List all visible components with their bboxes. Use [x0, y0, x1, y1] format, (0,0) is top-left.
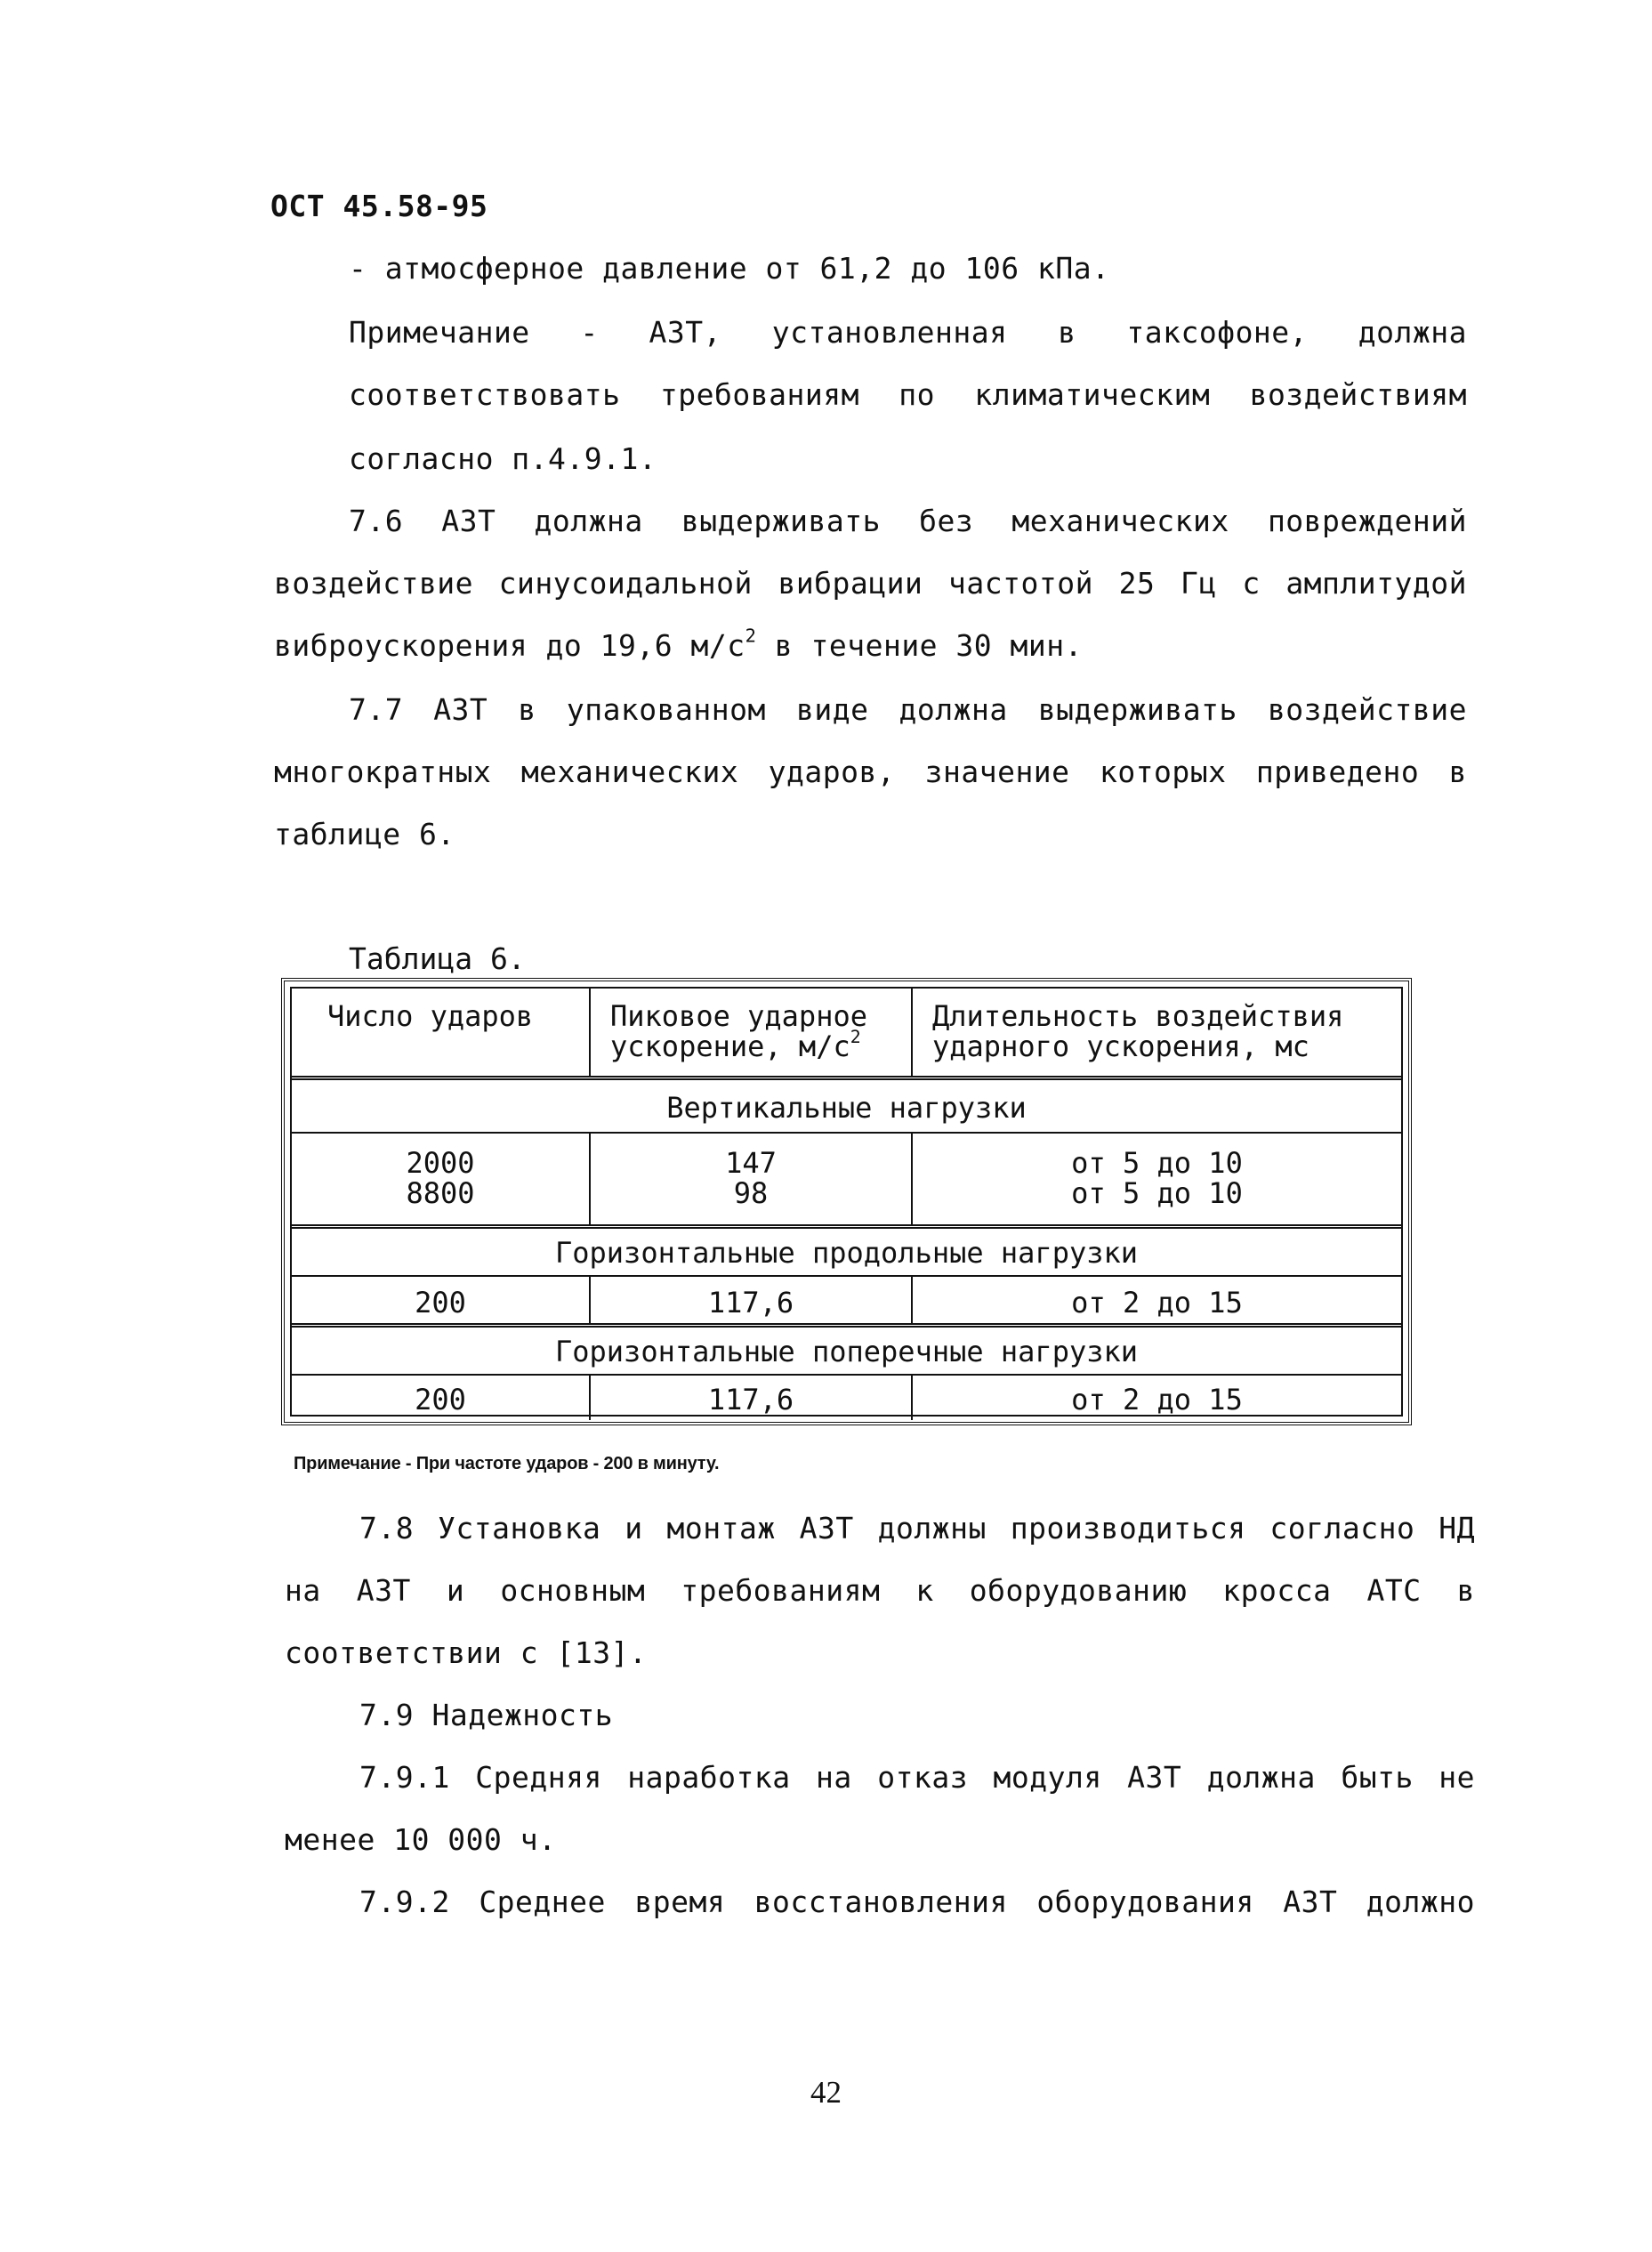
table-row: [292, 1376, 1401, 1420]
paragraph-7-6-line-3-start: виброускорения до 19,6 м/с: [274, 628, 745, 663]
table-6: [281, 978, 1412, 1425]
paragraph-7-8-line-1: 7.8 Установка и монтаж АЗТ должны производиться согласно НД: [359, 1511, 1475, 1546]
paragraph-7-6-line-1: 7.6 АЗТ должна выдерживать без механических повреждений: [349, 504, 1467, 538]
duration-cell: от 2 до 15: [1071, 1286, 1243, 1320]
paragraph-7-6-line-3: [274, 626, 1083, 666]
table-caption: Таблица 6.: [349, 941, 526, 976]
table-header-row: [292, 989, 1401, 1080]
table-footnote: Примечание - При частоте ударов - 200 в минуту.: [294, 1454, 720, 1473]
table-row: [292, 1134, 1401, 1229]
header-impact-count: Число ударов: [292, 989, 591, 1076]
page-number: 42: [810, 2075, 842, 2110]
header-peak-acceleration: Пиковое ударное ускорение, $м/с^2$: [591, 989, 913, 1076]
section-title-longitudinal: Горизонтальные продольные нагрузки: [554, 1236, 1139, 1270]
section-title-row: [292, 1229, 1401, 1277]
paragraph-7-9-1-line-2: менее 10 000 ч.: [285, 1822, 557, 1857]
superscript-2: 2: [745, 625, 757, 647]
note-line-2: соответствовать требованиям по климатическим воздействиям: [349, 377, 1467, 412]
impact-count-cell: 200: [292, 1277, 591, 1323]
header-duration: Длительность воздействия ударного ускорения, мс: [932, 999, 1344, 1063]
paragraph-7-9-2-line-1: 7.9.2 Среднее время восстановления оборудования АЗТ должно: [359, 1885, 1475, 1919]
section-title-transverse: Горизонтальные поперечные нагрузки: [554, 1335, 1139, 1368]
section-title-row: [292, 1328, 1401, 1376]
paragraph-7-6-line-3-end: в течение 30 мин.: [756, 628, 1083, 663]
section-title-vertical: Вертикальные нагрузки: [666, 1091, 1027, 1125]
pressure-line: - атмосферное давление от 61,2 до 106 кПа.: [349, 251, 1110, 286]
paragraph-7-6-line-2: воздействие синусоидальной вибрации частотой 25 Гц с амплитудой: [274, 566, 1467, 601]
impact-count-cell: 2000 8800: [292, 1134, 591, 1224]
table-row: [292, 1277, 1401, 1328]
paragraph-7-9-1-line-1: 7.9.1 Средняя наработка на отказ модуля АЗТ должна быть не: [359, 1760, 1475, 1795]
paragraph-7-7-line-3: таблице 6.: [274, 817, 455, 852]
peak-acceleration-cell: 147 98: [591, 1134, 913, 1224]
duration-cell: от 2 до 15: [1071, 1383, 1243, 1417]
paragraph-7-8-line-3: соответствии с [13].: [285, 1635, 648, 1670]
paragraph-7-7-line-2: многократных механических ударов, значение которых приведено в: [274, 755, 1467, 789]
peak-acceleration-cell: 117,6: [591, 1277, 913, 1323]
peak-acceleration-cell: 117,6: [591, 1376, 913, 1420]
duration-cell: от 5 до 10 от 5 до 10: [1071, 1146, 1243, 1210]
document-code: ОСТ 45.58-95: [270, 189, 488, 223]
note-line-3: согласно п.4.9.1.: [349, 441, 657, 476]
note-line-1: Примечание - АЗТ, установленная в таксофоне, должна: [349, 315, 1467, 350]
paragraph-7-7-line-1: 7.7 АЗТ в упакованном виде должна выдерживать воздействие: [349, 692, 1467, 727]
section-title-row: [292, 1080, 1401, 1134]
impact-count-cell: 200: [292, 1376, 591, 1420]
paragraph-7-8-line-2: на АЗТ и основным требованиям к оборудованию кросса АТС в: [285, 1573, 1475, 1608]
section-7-9-title: 7.9 Надежность: [359, 1698, 614, 1732]
